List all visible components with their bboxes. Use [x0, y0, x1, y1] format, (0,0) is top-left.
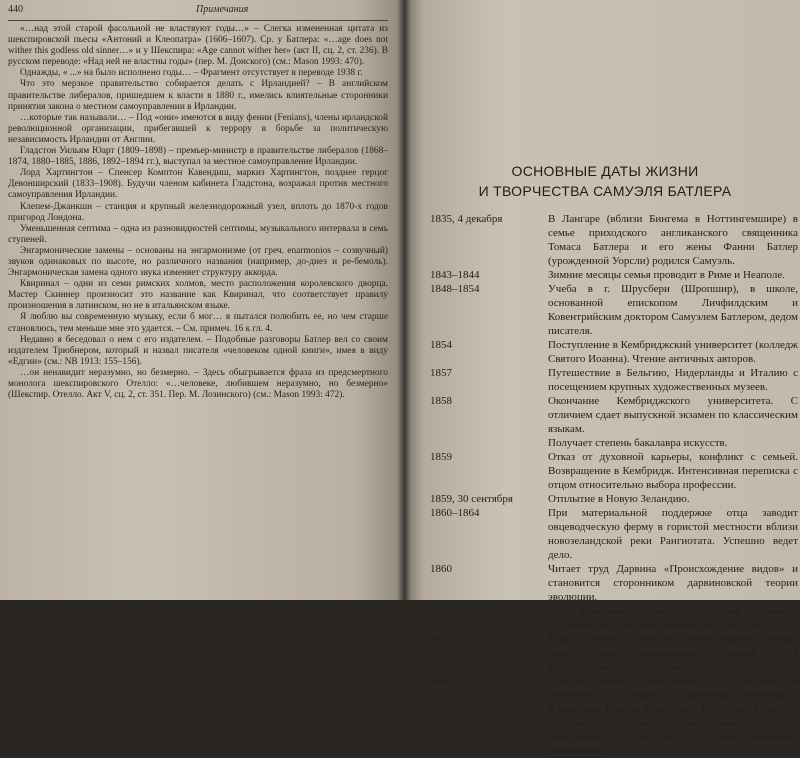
chronology-entry [430, 562, 798, 604]
title-line-1: ОСНОВНЫЕ ДАТЫ ЖИЗНИ [511, 163, 699, 179]
entry-event: Отплытие в Новую Зеландию. [548, 493, 690, 505]
entry-text [548, 632, 798, 674]
chronology-entry [430, 674, 798, 758]
entry-date: 1843–1844 [430, 269, 480, 281]
left-page [0, 0, 404, 600]
footnote: Уменьшенная септима – одна из разновидностей септимы, музыкального интервала в семь ступеней. [8, 223, 388, 245]
footnote: Лорд Хартингтон – Спенсер Комптон Кавендиш, маркиз Хартингтон, позднее герцог Девонширский (1833–1908). Будучи членом кабинета Гладстона, возражал против местного самоуправления Ирландии. [8, 168, 388, 201]
title-line-2: И ТВОРЧЕСТВА САМУЭЛЯ БАТЛЕРА [478, 183, 732, 199]
entry-text [548, 394, 798, 450]
chronology-entry [430, 632, 798, 674]
chronology-table [430, 212, 798, 758]
entry-text [548, 506, 798, 562]
entry-text [548, 282, 798, 338]
entry-text [548, 450, 798, 492]
footnote: «…над этой старой фасольной не властвуют годы…» – Слегка измененная цитата из шекспировской пьесы «Антоний и Клеопатра» (1606–1607). Ср. у Батлера: «…age does not wither this godless old sinner…» и у Шекспира: «Age cannot wither her» (акт II, сц. 2, ст. 236). В русском переводе: «Над ней не властны годы» (пер. М. Донского) (см.: Mason 1993: 470). [8, 24, 388, 68]
entry-date: 1857 [430, 367, 452, 379]
notes-list [8, 24, 388, 401]
chronology-entry [430, 492, 798, 506]
entry-text [548, 366, 798, 394]
entry-text [548, 338, 798, 366]
chronology-entry [430, 282, 798, 338]
entry-event: Томас Батлер публикует новозеландские письма сына в книге, озаглавленной «Первый год в Кентерберийском поселении». [548, 633, 798, 673]
footnote: Клепем-Джанкшн – станция и крупный железнодорожный узел, вплоть до 1870-х годов пригород Лондона. [8, 201, 388, 223]
entry-date: 1863 [430, 633, 452, 645]
entry-date: 1860–1864 [430, 507, 480, 519]
entry-event: Отказ от духовной карьеры, конфликт с семьей. Возвращение в Кембридж. Интенсивная переписка с отцом относительно выбора профессии. [548, 451, 798, 491]
entry-event: При материальной поддержке отца заводит овцеводческую ферму в гористой местности вблизи новозеландской реки Рангиотата. Успешно ведет дело. [548, 507, 798, 561]
page-header [8, 4, 388, 21]
entry-date: 1859, 30 сентября [430, 493, 513, 505]
chronology-title [440, 161, 770, 201]
footnote: Что это мерзкое правительство собирается делать с Ирландией? – В английском правительстве либералов, пришедшем к власти в 1880 г., имелись влиятельные сторонники принятия закона о местном самоуправлении в Ирландии. [8, 79, 388, 112]
chronology-entry [430, 338, 798, 366]
entry-event: Получает степень бакалавра искусств. [548, 437, 728, 449]
entry-text [548, 268, 798, 282]
footnote: Недавно я беседовал о нем с его издателем. – Подобные разговоры Батлер вел со своим издателем Трюбнером, который и назвал писателя «человеком одной книги», имея в виду «Едгин» (см.: NB 1913: 155–156). [8, 334, 388, 367]
entry-date: 1835, 4 декабря [430, 213, 503, 225]
chronology-entry [430, 212, 798, 268]
page-number: 440 [8, 4, 23, 15]
entry-event: Поступление в Кембриджский университет (колледж Святого Иоанна). Чтение античных авторов. [548, 339, 798, 365]
chronology-entry [430, 604, 798, 632]
entry-event: Путешествие в Бельгию, Нидерланды и Италию с посещением крупных художественных музеев. [548, 367, 798, 393]
entry-event: Под влиянием дарвиновских идей анонимно публикует ряд очерков в новозеландской прессе. [548, 605, 798, 631]
entry-date: 1854 [430, 339, 452, 351]
footnote: …он ненавидит неразумно, но безмерно. – Здесь обыгрывается фраза из предсмертного монолога шекспировского Отелло: «…человеке, любившем неразумно, но безмерно» (Шекспир. Отелло. Акт V, сц. 2, ст. 351. Пер. М. Лозинского) (см.: Mason 1993: 472). [8, 367, 388, 401]
book-gutter [397, 0, 411, 600]
chronology-entry [430, 450, 798, 492]
entry-date: 1860 [430, 563, 452, 575]
footnote: Гладстон Уильям Юарт (1809–1898) – премьер-министр в правительстве либералов (1868–1874, 1880–1885, 1886, 1892–1894 гг.), выступал за местное самоуправление Ирландии. [8, 146, 388, 168]
entry-date: 1864 [430, 675, 452, 687]
footnote: Однажды, « ...» на было исполнено годы… – Фрагмент отсутствует в переводе 1938 г. [20, 68, 363, 79]
footnote: Энгармонические замены – основаны на энгармонизме (от греч. enarmonios – созвучный) звуков одинаковых по высоте, но различного названия (например, до-диез и ре-бемоль). Энгармоническая замена одного звука изменяет структуру аккорда. [8, 245, 388, 279]
entry-event: В Лангаре (вблизи Бингема в Ноттингемшире) в семье приходского англиканского священника Томаса Батлера и его жены Фанни Батлер (урожденной Уорсли) родился Самуэль. [548, 213, 798, 267]
entry-date: 1862–1864 [430, 605, 480, 617]
entry-date: 1858 [430, 395, 452, 407]
entry-event: Самуэль Батлер возвращается в Англию и поселяется в Лондоне, в маленьких комнатах в Клиффордс Инн на Флит-стрит. Поступает в одну из лондонских частных художественных школ с намерением получить профессиональное образование. [548, 675, 798, 757]
running-head: Примечания [196, 4, 249, 15]
chronology-entry [430, 394, 798, 450]
footnote: …которые так называли… – Под «они» имеются в виду фении (Fenians), члены ирландской революционной организации, прибегавшей к террору в борьбе за политическую независимость Ирландии от Англии. [8, 112, 388, 145]
footnote: Квиринал – одни из семи римских холмов, место расположения королевского дворца. Мастер Скиннер произносит это название как Квиринал, что соответствует правилу произношения в латинском, но не в итальянском языке. [8, 279, 388, 312]
chronology-entry [430, 366, 798, 394]
entry-event: Учеба в г. Шрусбери (Шропшир), в школе, основанной епископом Личфилдским и Ковентрийским доктором Самуэлем Батлером, дедом писателя. [548, 283, 798, 337]
entry-text [548, 492, 798, 506]
footnote: Я люблю вы современную музыку, если б мог… я пытался полюбить ее, но чем старше становлюсь, тем меньше мне это удается. – См. примеч. 16 к гл. 4. [8, 312, 388, 334]
entry-event: Окончание Кембриджского университета. С отличием сдает выпускной экзамен по классическим языкам. [548, 395, 798, 435]
chronology-entry [430, 268, 798, 282]
entry-text [548, 562, 798, 604]
entry-date: 1848–1854 [430, 283, 480, 295]
entry-event: Зимние месяцы семья проводит в Риме и Неаполе. [548, 269, 786, 281]
chronology-entry [430, 506, 798, 562]
entry-event: Читает труд Дарвина «Происхождение видов» и становится сторонником дарвиновской теории эволюции. [548, 563, 798, 603]
entry-date: 1859 [430, 451, 452, 463]
entry-text [548, 604, 798, 632]
entry-text [548, 212, 798, 268]
entry-text [548, 674, 798, 758]
